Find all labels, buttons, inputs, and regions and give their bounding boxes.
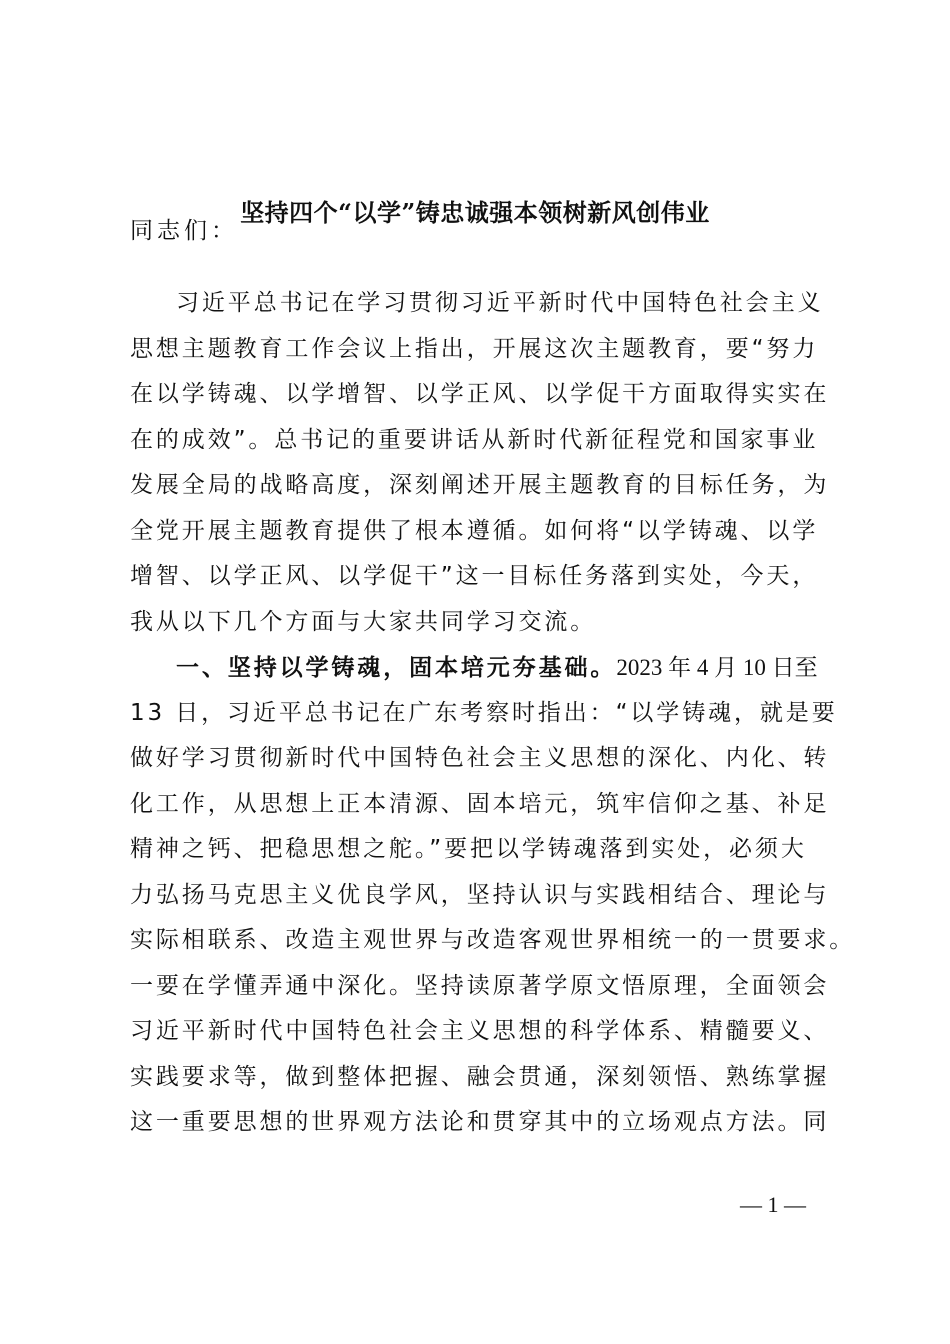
paragraph-line: 习近平总书记在学习贯彻习近平新时代中国特色社会主义 xyxy=(176,290,824,316)
paragraph-line: 一要在学懂弄通中深化。坚持读原著学原文悟原理，全面领会 xyxy=(130,972,830,999)
paragraph-line: 化工作，从思想上正本清源、固本培元，筑牢信仰之基、补足 xyxy=(130,790,830,817)
paragraph-line: 这一重要思想的世界观方法论和贯穿其中的立场观点方法。同 xyxy=(130,1109,830,1135)
paragraph-line: 实践要求等，做到整体把握、融会贯通，深刻领悟、熟练掌握 xyxy=(130,1063,830,1090)
page-number: — 1 — xyxy=(740,1192,806,1217)
section-heading: 一、坚持以学铸魂，固本培元夯基础。 xyxy=(176,655,617,681)
paragraph-line: 精神之钙、把稳思想之舵。”要把以学铸魂落到实处，必须大 xyxy=(130,836,807,862)
body-text xyxy=(130,281,890,1146)
salutation: 同志们： xyxy=(130,218,238,244)
paragraph-line: 力弘扬马克思主义优良学风，坚持认识与实践相结合、理论与 xyxy=(130,881,830,908)
paragraph-line: 做好学习贯彻新时代中国特色社会主义思想的深化、内化、转 xyxy=(130,745,830,771)
paragraph-line: 在以学铸魂、以学增智、以学正风、以学促干方面取得实实在 xyxy=(130,381,830,407)
paragraph-line: 全党开展主题教育提供了根本遵循。如何将“以学铸魂、以学 xyxy=(130,517,819,544)
paragraph-line: 在的成效”。总书记的重要讲话从新时代新征程党和国家事业 xyxy=(130,426,819,453)
paragraph-line: 实际相联系、改造主观世界与改造客观世界相统一的一贯要求。 xyxy=(130,927,856,953)
paragraph-line: 习近平新时代中国特色社会主义思想的科学体系、精髓要义、 xyxy=(130,1018,830,1044)
paragraph-line: 我从以下几个方面与大家共同学习交流。 xyxy=(130,608,597,635)
document-title: 坚持四个“以学”铸忠诚强本领树新风创伟业 xyxy=(240,198,710,227)
paragraph-line: 13 日，习近平总书记在广东考察时指出：“以学铸魂，就是要 xyxy=(130,699,838,726)
paragraph-line: 思想主题教育工作会议上指出，开展这次主题教育，要“努力 xyxy=(130,335,819,362)
paragraph-line: 增智、以学正风、以学促干”这一目标任务落到实处，今天， xyxy=(130,563,819,589)
section-date-text: 2023 年 4 月 10 日至 xyxy=(616,655,818,680)
paragraph-line: 发展全局的战略高度，深刻阐述开展主题教育的目标任务，为 xyxy=(130,472,830,498)
section-heading-line xyxy=(130,645,890,691)
